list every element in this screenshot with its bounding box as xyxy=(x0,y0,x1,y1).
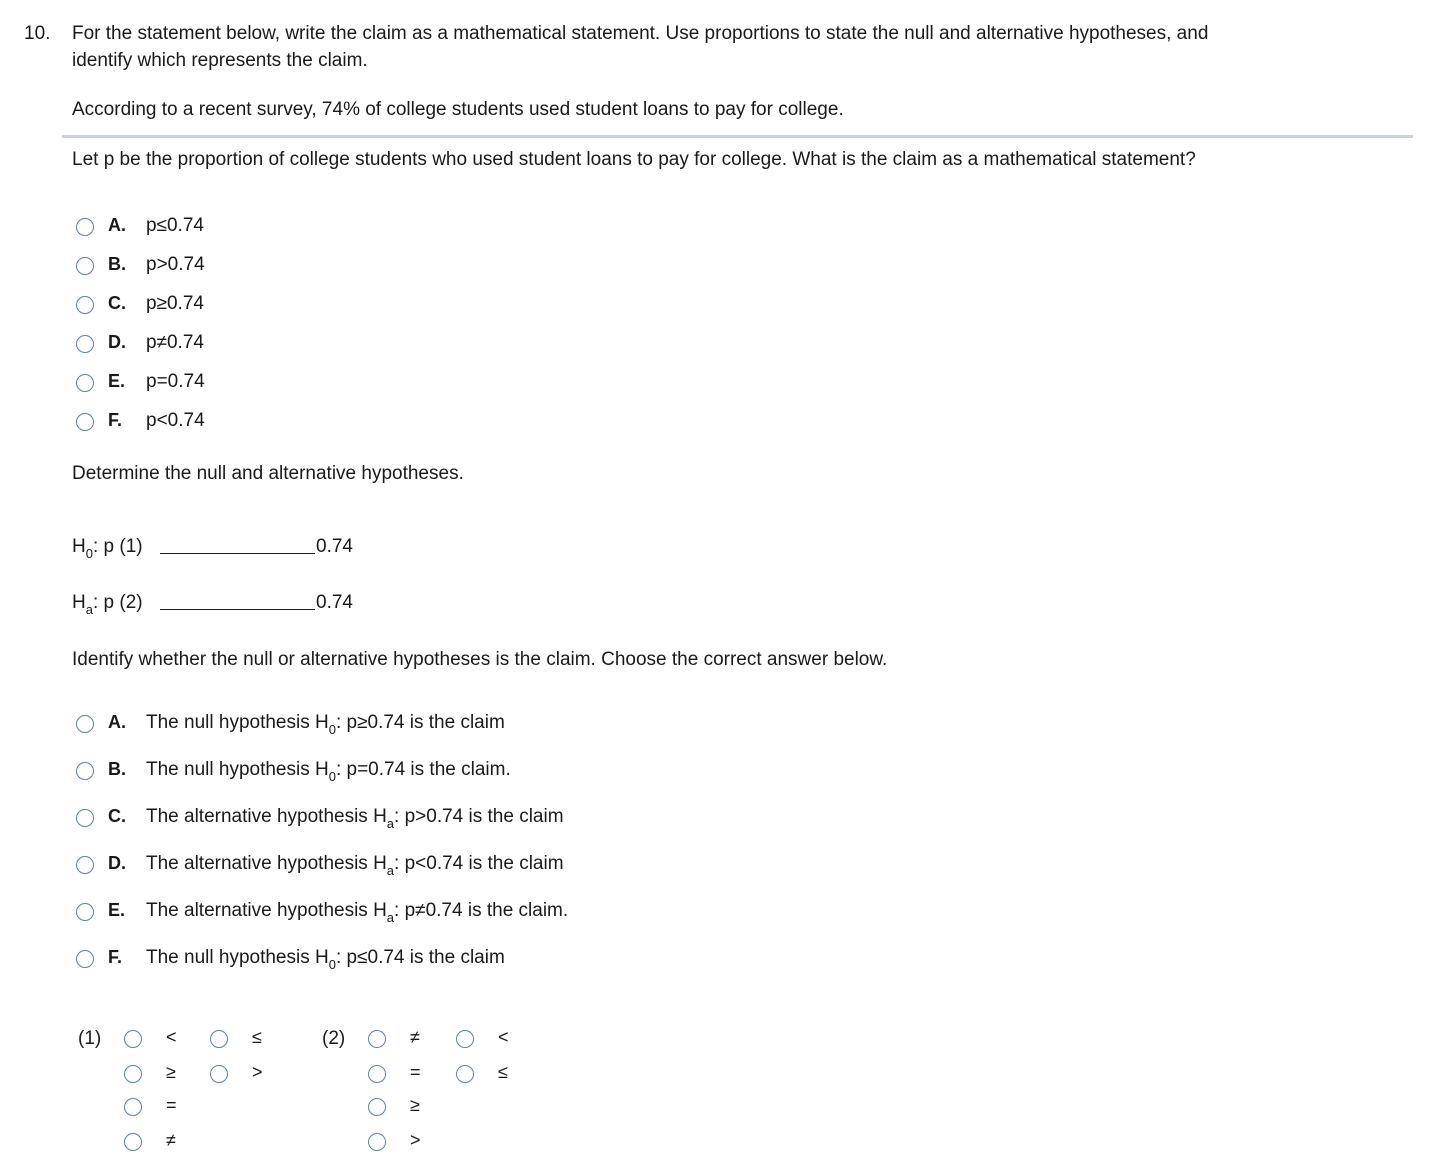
group2-symbol: > xyxy=(410,1130,421,1150)
identify-option-letter: E. xyxy=(108,900,126,920)
claim-radio-d[interactable] xyxy=(76,335,94,353)
claim-option-text: p<0.74 xyxy=(146,410,205,431)
question-number: 10. xyxy=(24,23,51,44)
group1-symbol: ≤ xyxy=(252,1027,262,1047)
group2-radio-less[interactable] xyxy=(456,1030,474,1048)
null-hypothesis-label: $H_0$: p (1) xyxy=(72,536,143,561)
group2-radio-not-equal[interactable] xyxy=(368,1030,386,1048)
group2-symbol: ≠ xyxy=(410,1027,420,1047)
group1-symbol: < xyxy=(166,1027,177,1047)
instruction-line-2: identify which represents the claim. xyxy=(72,50,368,71)
part1-prompt: Let p be the proportion of college students who used student loans to pay for college. What is the claim as a mathematical statement? xyxy=(72,149,1196,170)
identify-radio-e[interactable] xyxy=(76,903,94,921)
group1-radio-greater[interactable] xyxy=(210,1065,228,1083)
group2-symbol: < xyxy=(498,1027,509,1047)
group1-symbol: = xyxy=(166,1095,177,1115)
group2-radio-greater-equal[interactable] xyxy=(368,1098,386,1116)
group2-radio-equal[interactable] xyxy=(368,1065,386,1083)
group1-symbol: ≥ xyxy=(166,1062,176,1082)
identify-radio-f[interactable] xyxy=(76,950,94,968)
hypotheses-prompt: Determine the null and alternative hypotheses. xyxy=(72,463,464,484)
identify-option-text: The null hypothesis $H_0$: p=0.74 is the claim. xyxy=(146,759,511,784)
group1-symbol: ≠ xyxy=(166,1130,176,1150)
identify-option-letter: B. xyxy=(108,759,126,779)
group2-radio-greater[interactable] xyxy=(368,1133,386,1151)
identify-radio-b[interactable] xyxy=(76,762,94,780)
identify-radio-d[interactable] xyxy=(76,856,94,874)
group1-radio-not-equal[interactable] xyxy=(124,1133,142,1151)
section-divider xyxy=(62,135,1413,138)
identify-option-text: The null hypothesis $H_0$: p≤0.74 is the claim xyxy=(146,947,505,972)
null-hypothesis-blank[interactable] xyxy=(160,553,315,554)
identify-option-letter: C. xyxy=(108,806,126,826)
group2-symbol: ≤ xyxy=(498,1062,508,1082)
alt-hypothesis-value: 0.74 xyxy=(316,592,353,613)
claim-radio-b[interactable] xyxy=(76,257,94,275)
identify-option-text: The null hypothesis $H_0$: p≥0.74 is the claim xyxy=(146,712,505,737)
group1-radio-equal[interactable] xyxy=(124,1098,142,1116)
claim-option-letter: D. xyxy=(108,332,126,352)
identify-prompt: Identify whether the null or alternative hypotheses is the claim. Choose the correct answer below. xyxy=(72,649,888,670)
instruction-line-1: For the statement below, write the claim as a mathematical statement. Use proportions to state the null and alternative hypotheses, and xyxy=(72,23,1209,44)
claim-option-letter: C. xyxy=(108,293,126,313)
claim-option-text: p>0.74 xyxy=(146,254,205,275)
group2-radio-less-equal[interactable] xyxy=(456,1065,474,1083)
claim-option-text: p≥0.74 xyxy=(146,293,204,314)
choice-group-2-label: (2) xyxy=(322,1028,346,1049)
identify-option-text: The alternative hypothesis $H_a$: p<0.74 is the claim xyxy=(146,853,564,878)
identify-radio-a[interactable] xyxy=(76,715,94,733)
group1-symbol: > xyxy=(252,1062,263,1082)
claim-option-letter: F. xyxy=(108,410,123,430)
alt-hypothesis-label: $H_a$: p (2) xyxy=(72,592,143,617)
group1-radio-greater-equal[interactable] xyxy=(124,1065,142,1083)
identify-option-letter: A. xyxy=(108,712,126,732)
claim-option-letter: B. xyxy=(108,254,126,274)
identify-option-text: The alternative hypothesis $H_a$: p≠0.74 is the claim. xyxy=(146,900,569,925)
group2-symbol: = xyxy=(410,1062,421,1082)
claim-option-letter: E. xyxy=(108,371,126,391)
claim-option-text: p≤0.74 xyxy=(146,215,204,236)
identify-option-text: The alternative hypothesis $H_a$: p>0.74 is the claim xyxy=(146,806,564,831)
null-hypothesis-value: 0.74 xyxy=(316,536,353,557)
claim-radio-e[interactable] xyxy=(76,374,94,392)
claim-option-text: p≠0.74 xyxy=(146,332,204,353)
choice-group-1-label: (1) xyxy=(78,1028,102,1049)
survey-statement: According to a recent survey, 74% of college students used student loans to pay for college. xyxy=(72,99,844,120)
identify-option-letter: D. xyxy=(108,853,126,873)
group2-symbol: ≥ xyxy=(410,1095,420,1115)
claim-radio-f[interactable] xyxy=(76,413,94,431)
claim-option-letter: A. xyxy=(108,215,126,235)
alt-hypothesis-blank[interactable] xyxy=(160,609,315,610)
identify-option-letter: F. xyxy=(108,947,123,967)
claim-radio-a[interactable] xyxy=(76,218,94,236)
claim-radio-c[interactable] xyxy=(76,296,94,314)
claim-option-text: p=0.74 xyxy=(146,371,205,392)
identify-radio-c[interactable] xyxy=(76,809,94,827)
group1-radio-less-equal[interactable] xyxy=(210,1030,228,1048)
group1-radio-less[interactable] xyxy=(124,1030,142,1048)
